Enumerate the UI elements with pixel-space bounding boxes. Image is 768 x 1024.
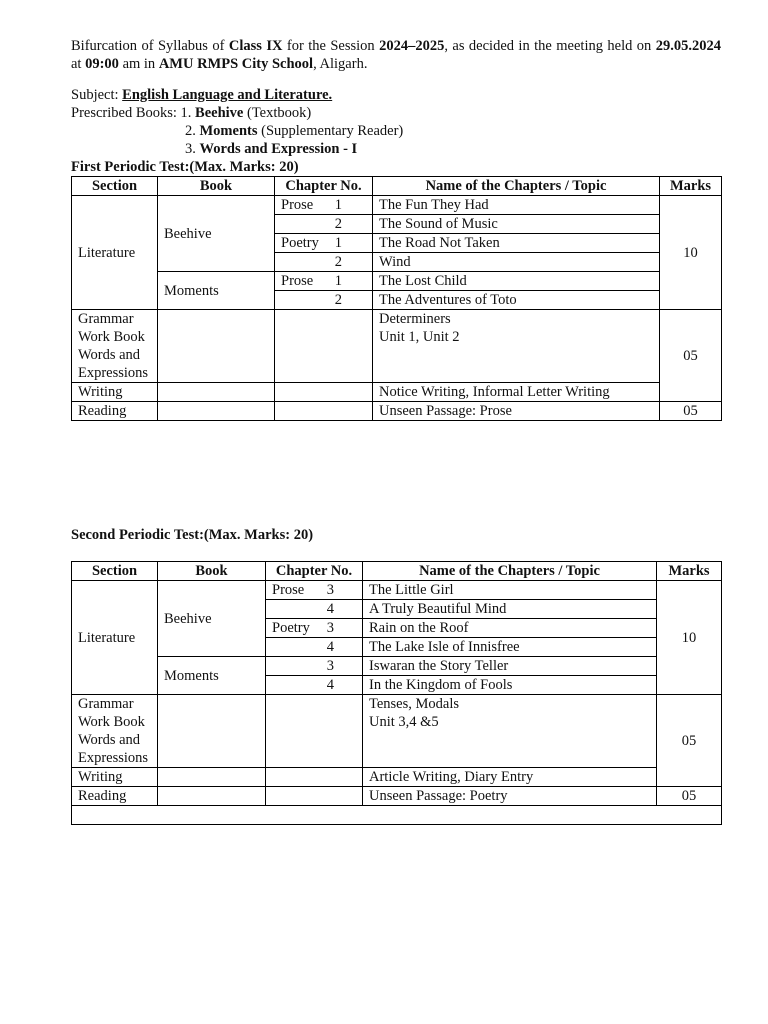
section-grammar [72,695,158,768]
chapter-cell [275,196,373,215]
chapter-number: 1 [334,273,342,289]
table-row [72,768,722,787]
table-row [72,310,722,383]
header-topic: Name of the Chapters / Topic [373,177,660,196]
topic-cell: The Little Girl [363,581,657,600]
chapter-type: Poetry [281,235,319,251]
chapter-cell: 4 [266,676,363,695]
book-line-1 [71,104,721,122]
section-line: Expressions [78,750,149,766]
empty-cell [158,310,275,383]
section-reading: Reading [72,787,158,806]
books-label: Prescribed Books: 1. [71,105,196,121]
section-line: Expressions [78,365,149,381]
empty-cell [158,402,275,421]
table-row [72,695,722,768]
intro-text: for the Session [282,38,380,54]
syllabus-document [71,37,721,825]
section-line: Words and [78,732,141,748]
book-number: 3. [185,141,200,157]
topic-line: Unit 3,4 &5 [369,714,439,730]
table-row-empty [72,806,722,825]
section-line: Grammar [78,696,134,712]
subject-value: English Language and Literature. [122,87,333,103]
topic-cell: The Lost Child [373,272,660,291]
book-name: Moments [199,123,258,139]
marks-grammar: 05 [660,310,722,402]
test1-table [71,176,722,421]
table-row [72,657,722,676]
subject-label: Subject: [71,87,123,103]
book-desc: (Supplementary Reader) [257,123,404,139]
header-section: Section [72,562,158,581]
topic-cell: Notice Writing, Informal Letter Writing [373,383,660,402]
chapter-cell: 2 [275,291,373,310]
chapter-number: 1 [334,235,342,251]
topic-cell: A Truly Beautiful Mind [363,600,657,619]
chapter-cell: 2 [275,253,373,272]
topic-cell: In the Kingdom of Fools [363,676,657,695]
table-header-row [72,562,722,581]
topic-cell [363,695,657,768]
topic-cell: The Fun They Had [373,196,660,215]
chapter-cell: 2 [275,215,373,234]
book-name: Beehive [195,105,244,121]
header-topic: Name of the Chapters / Topic [363,562,657,581]
book-moments: Moments [158,272,275,310]
chapter-number: 3 [326,582,334,598]
topic-cell: Unseen Passage: Prose [373,402,660,421]
chapter-cell [275,272,373,291]
book-beehive: Beehive [158,196,275,272]
topic-cell [373,310,660,383]
topic-cell: The Lake Isle of Innisfree [363,638,657,657]
chapter-type: Prose [272,582,305,598]
header-book: Book [158,177,275,196]
topic-line: Unit 1, Unit 2 [379,329,460,345]
header-marks: Marks [657,562,722,581]
topic-cell: Article Writing, Diary Entry [363,768,657,787]
intro-text: Bifurcation of Syllabus of [71,38,229,54]
section-writing: Writing [72,768,158,787]
empty-cell [158,695,266,768]
topic-cell: Rain on the Roof [363,619,657,638]
section-grammar [72,310,158,383]
chapter-type: Poetry [272,620,310,636]
section-writing: Writing [72,383,158,402]
topic-cell: Unseen Passage: Poetry [363,787,657,806]
chapter-type: Prose [281,273,314,289]
chapter-cell [266,619,363,638]
chapter-type: Prose [281,197,314,213]
school-name: AMU RMPS City School [158,56,314,72]
table-row [72,383,722,402]
chapter-cell: 4 [266,600,363,619]
book-line-3 [71,140,721,158]
section-reading: Reading [72,402,158,421]
header-book: Book [158,562,266,581]
marks-reading: 05 [660,402,722,421]
chapter-cell [275,234,373,253]
chapter-cell: 3 [266,657,363,676]
chapter-cell: 4 [266,638,363,657]
header-chapter: Chapter No. [275,177,373,196]
header-section: Section [72,177,158,196]
table-row [72,402,722,421]
empty-row [72,806,722,825]
table-row [72,787,722,806]
section-line: Work Book [78,714,145,730]
topic-cell: Wind [373,253,660,272]
topic-cell: The Sound of Music [373,215,660,234]
book-moments: Moments [158,657,266,695]
meeting-time: 09:00 [85,56,119,72]
chapter-number: 1 [334,197,342,213]
marks-literature: 10 [660,196,722,310]
intro-text: , Aligarh. [313,56,368,72]
topic-cell: The Adventures of Toto [373,291,660,310]
header-marks: Marks [660,177,722,196]
class-name: Class IX [228,38,283,54]
section-line: Work Book [78,329,145,345]
book-beehive: Beehive [158,581,266,657]
book-desc: (Textbook) [243,105,312,121]
topic-line: Determiners [379,311,451,327]
empty-cell [275,402,373,421]
empty-cell [158,787,266,806]
meeting-date: 29.05.2024 [655,38,721,54]
empty-cell [266,787,363,806]
table-row [72,196,722,215]
header-chapter: Chapter No. [266,562,363,581]
book-number: 2. [185,123,200,139]
marks-grammar: 05 [657,695,722,787]
test2-title: Second Periodic Test:(Max. Marks: 20) [71,527,314,543]
table-row [72,581,722,600]
chapter-cell [266,581,363,600]
intro-text: , as decided in the meeting held on [444,38,656,54]
intro-text: am in [118,56,159,72]
empty-cell [266,695,363,768]
topic-line: Tenses, Modals [369,696,460,712]
topic-cell: The Road Not Taken [373,234,660,253]
book-line-2 [71,122,721,140]
intro-text: at [71,56,86,72]
test1-title: First Periodic Test:(Max. Marks: 20) [71,159,299,175]
table-row [72,272,722,291]
empty-cell [266,768,363,787]
section-literature: Literature [72,581,158,695]
section-line: Grammar [78,311,134,327]
book-name: Words and Expression - I [199,141,358,157]
intro-paragraph [71,37,721,73]
test2-table [71,561,722,825]
subject-line [71,86,721,104]
section-literature: Literature [72,196,158,310]
session-year: 2024–2025 [379,38,445,54]
marks-reading: 05 [657,787,722,806]
empty-cell [158,768,266,787]
empty-cell [158,383,275,402]
empty-cell [275,383,373,402]
section-line: Words and [78,347,141,363]
topic-cell: Iswaran the Story Teller [363,657,657,676]
table-header-row [72,177,722,196]
marks-literature: 10 [657,581,722,695]
chapter-number: 3 [326,620,334,636]
empty-cell [275,310,373,383]
